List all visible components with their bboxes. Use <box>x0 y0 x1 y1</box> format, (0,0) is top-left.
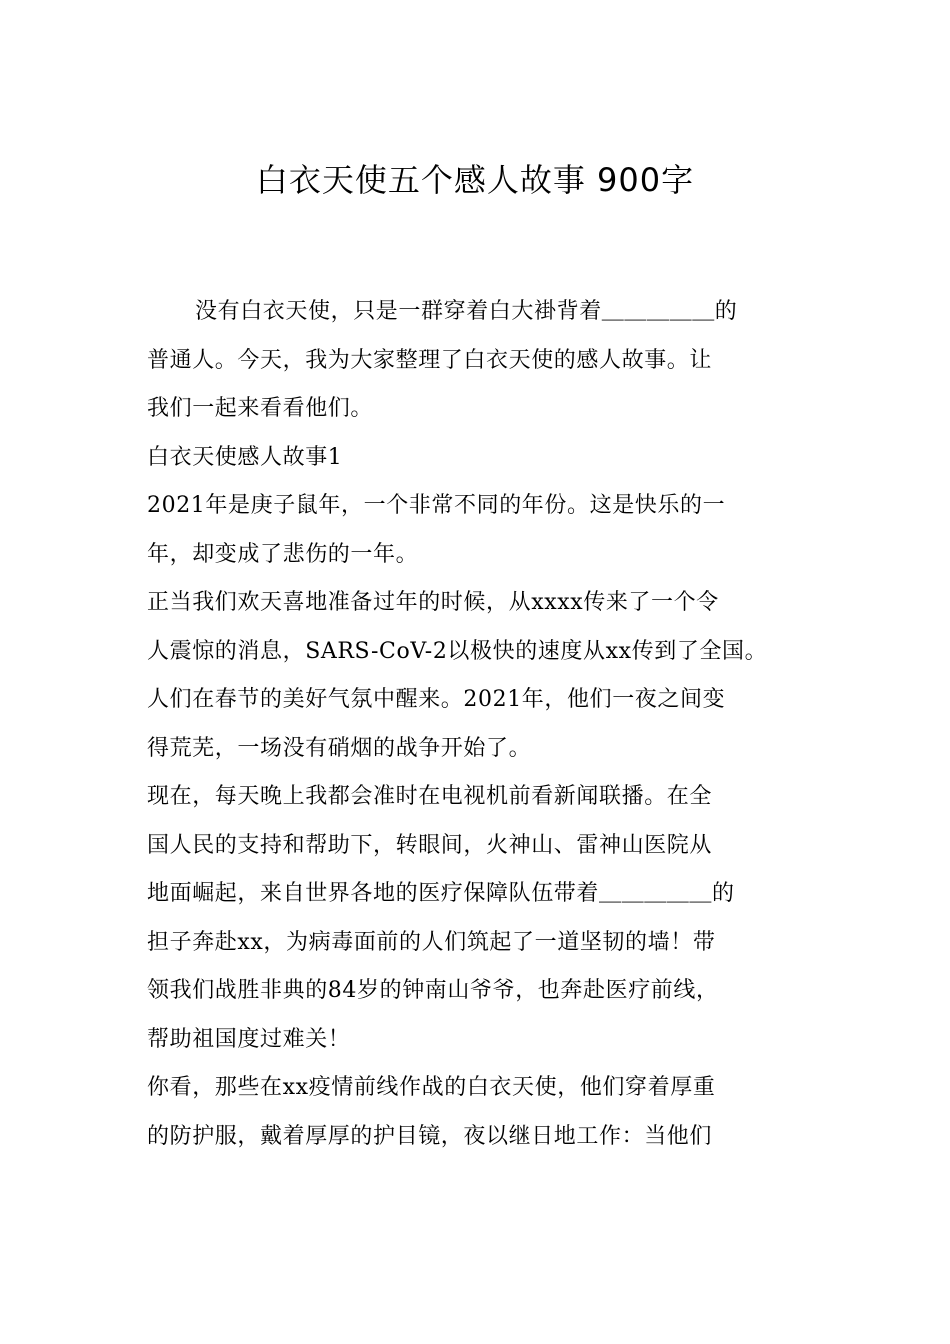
paragraph-line: 你看，那些在xx疫情前线作战的白衣天使，他们穿着厚重 <box>147 1075 716 1100</box>
paragraph-line: 国人民的支持和帮助下，转眼间，火神山、雷神山医院从 <box>147 832 713 858</box>
paragraph-line: 帮助祖国度过难关！ <box>147 1026 351 1052</box>
section-heading: 白衣天使感人故事1 <box>147 444 343 470</box>
document-title: 白衣天使五个感人故事 900字 <box>255 161 695 199</box>
paragraph-line: 正当我们欢天喜地准备过年的时候，从xxxx传来了一个令 <box>147 590 719 615</box>
paragraph-line: 担子奔赴xx，为病毒面前的人们筑起了一道坚韧的墙！带 <box>147 929 716 955</box>
paragraph-line: 领我们战胜非典的84岁的钟南山爷爷，也奔赴医疗前线， <box>147 978 719 1003</box>
document-body <box>147 288 812 1161</box>
paragraph-line: 得荒芜，一场没有硝烟的战争开始了。 <box>147 735 532 761</box>
paragraph-line: 人震惊的消息，SARS-CoV-2以极快的速度从xx传到了全国。 <box>147 638 768 664</box>
paragraph-line: 年，却变成了悲伤的一年。 <box>147 541 419 567</box>
paragraph-line: 我们一起来看看他们。 <box>147 396 374 421</box>
paragraph-line: 普通人。今天，我为大家整理了白衣天使的感人故事。让 <box>147 347 713 373</box>
paragraph-line: 2021年是庚子鼠年，一个非常不同的年份。这是快乐的一 <box>147 493 726 518</box>
paragraph-line: 现在，每天晚上我都会准时在电视机前看新闻联播。在全 <box>147 784 713 809</box>
paragraph-line: 没有白衣天使，只是一群穿着白大褂背着＿＿＿＿＿的 <box>195 299 738 324</box>
paragraph-line: 的防护服，戴着厚厚的护目镜，夜以继日地工作：当他们 <box>147 1123 713 1149</box>
paragraph-line: 地面崛起，来自世界各地的医疗保障队伍带着＿＿＿＿＿的 <box>147 881 735 906</box>
paragraph-line: 人们在春节的美好气氛中醒来。2021年，他们一夜之间变 <box>147 687 726 712</box>
